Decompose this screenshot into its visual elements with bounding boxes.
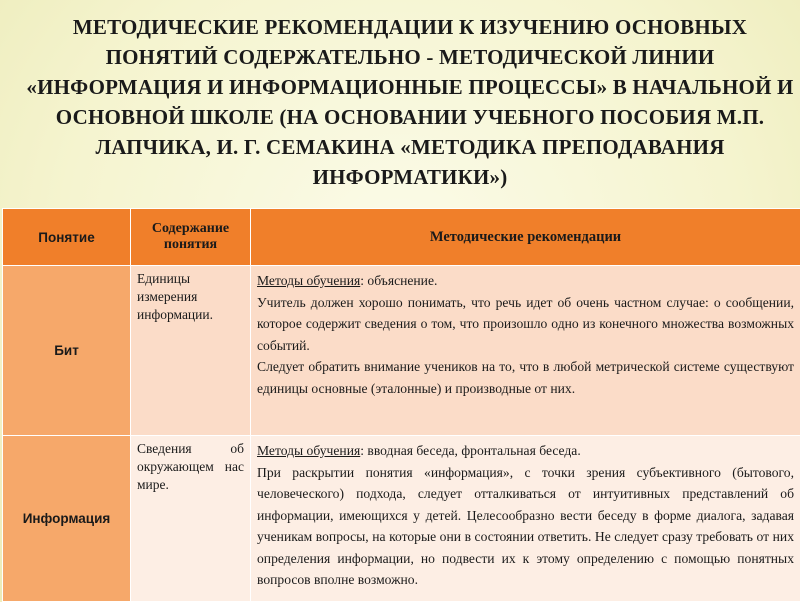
methods-paragraph: Учитель должен хорошо понимать, что речь идет об очень частном случае: о сообщении, которое содержит сведения о том, что произошло одно из конечного множества возможных событий. — [257, 292, 794, 357]
header-methods: Методические рекомендации — [251, 209, 800, 266]
table-row — [3, 266, 800, 436]
methods-line — [257, 440, 794, 462]
recommendations-table — [2, 208, 800, 602]
content-cell: Единицы измерения информации. — [131, 266, 251, 436]
table-header-row — [3, 209, 800, 266]
table-row — [3, 436, 800, 602]
methods-line — [257, 270, 794, 292]
methods-paragraph: При раскрытии понятия «информация», с точки зрения субъективного (бытового, человеческого) подхода, следует отталкиваться от интуитивных представлений об информации, имеющихся у детей. Целесообразно вести беседу в форме диалога, задавая ученикам вопросы, на которые они в состоянии ответить. Не следует сразу требовать от них определения информации, но подвести их к этому определению с помощью понятных вопросов вполне возможно. — [257, 462, 794, 591]
header-concept: Понятие — [3, 209, 131, 266]
header-content: Содержание понятия — [131, 209, 251, 266]
methods-value: : объяснение. — [360, 273, 437, 288]
concept-cell: Информация — [3, 436, 131, 602]
page-title: МЕТОДИЧЕСКИЕ РЕКОМЕНДАЦИИ К ИЗУЧЕНИЮ ОСНОВНЫХ ПОНЯТИЙ СОДЕРЖАТЕЛЬНО - МЕТОДИЧЕСКОЙ ЛИНИИ «ИНФОРМАЦИЯ И ИНФОРМАЦИОННЫЕ ПРОЦЕССЫ» В НАЧАЛЬНОЙ И ОСНОВНОЙ ШКОЛЕ (НА ОСНОВАНИИ УЧЕБНОГО ПОСОБИЯ М.П. ЛАПЧИКА, И. Г. СЕМАКИНА «МЕТОДИКА ПРЕПОДАВАНИЯ ИНФОРМАТИКИ») — [20, 12, 800, 192]
methods-cell — [251, 266, 800, 436]
methods-label: Методы обучения — [257, 443, 360, 458]
methods-cell — [251, 436, 800, 602]
concept-cell: Бит — [3, 266, 131, 436]
methods-paragraph: Следует обратить внимание учеников на то, что в любой метрической системе существуют единицы основные (эталонные) и производные от них. — [257, 356, 794, 399]
methods-value: : вводная беседа, фронтальная беседа. — [360, 443, 581, 458]
methods-label: Методы обучения — [257, 273, 360, 288]
content-text: Сведения об окружающем нас мире. — [137, 440, 244, 494]
content-cell — [131, 436, 251, 602]
